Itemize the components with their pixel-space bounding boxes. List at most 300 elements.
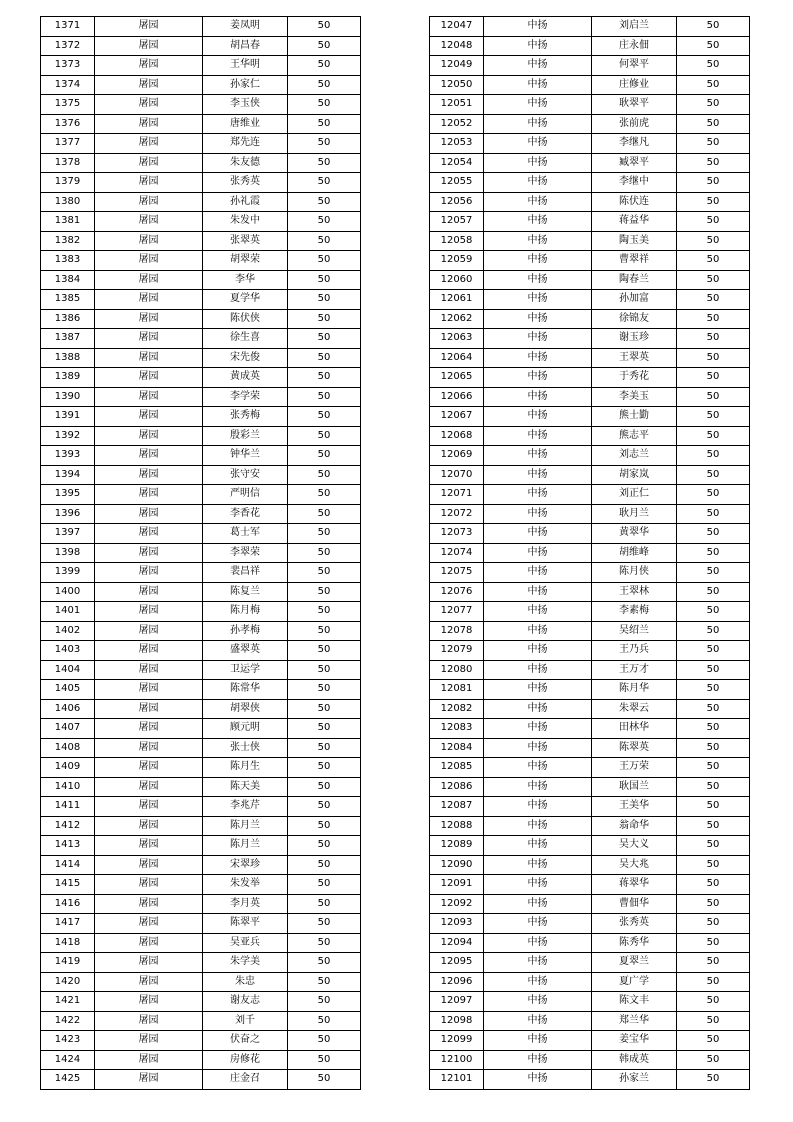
serial-number-cell: 1398 xyxy=(41,543,95,563)
name-cell: 陶春兰 xyxy=(592,270,677,290)
name-cell: 张秀梅 xyxy=(203,407,288,427)
village-cell: 屠园 xyxy=(95,953,203,973)
village-cell: 屠园 xyxy=(95,855,203,875)
amount-cell: 50 xyxy=(677,36,750,56)
amount-cell: 50 xyxy=(677,114,750,134)
village-cell: 屠园 xyxy=(95,329,203,349)
table-row xyxy=(41,933,361,953)
name-cell: 殷彩兰 xyxy=(203,426,288,446)
table-row xyxy=(430,738,750,758)
table-row xyxy=(41,972,361,992)
village-cell: 中扬 xyxy=(484,1050,592,1070)
table-row xyxy=(430,192,750,212)
amount-cell: 50 xyxy=(677,914,750,934)
village-cell: 中扬 xyxy=(484,582,592,602)
village-cell: 屠园 xyxy=(95,465,203,485)
serial-number-cell: 1413 xyxy=(41,836,95,856)
amount-cell: 50 xyxy=(288,56,361,76)
amount-cell: 50 xyxy=(288,231,361,251)
serial-number-cell: 12080 xyxy=(430,660,484,680)
table-row xyxy=(41,426,361,446)
table-row xyxy=(41,134,361,154)
name-cell: 夏学华 xyxy=(203,290,288,310)
amount-cell: 50 xyxy=(677,1050,750,1070)
serial-number-cell: 12050 xyxy=(430,75,484,95)
village-cell: 中扬 xyxy=(484,738,592,758)
village-cell: 屠园 xyxy=(95,1050,203,1070)
serial-number-cell: 1384 xyxy=(41,270,95,290)
village-cell: 屠园 xyxy=(95,543,203,563)
table-row xyxy=(41,329,361,349)
table-row xyxy=(41,153,361,173)
name-cell: 陈月华 xyxy=(592,680,677,700)
name-cell: 王万荣 xyxy=(592,758,677,778)
amount-cell: 50 xyxy=(677,953,750,973)
village-cell: 屠园 xyxy=(95,758,203,778)
amount-cell: 50 xyxy=(288,1050,361,1070)
amount-cell: 50 xyxy=(288,641,361,661)
amount-cell: 50 xyxy=(677,719,750,739)
amount-cell: 50 xyxy=(288,914,361,934)
table-row xyxy=(430,894,750,914)
amount-cell: 50 xyxy=(677,680,750,700)
name-cell: 庄修业 xyxy=(592,75,677,95)
amount-cell: 50 xyxy=(288,933,361,953)
amount-cell: 50 xyxy=(677,251,750,271)
table-row xyxy=(41,738,361,758)
amount-cell: 50 xyxy=(677,699,750,719)
village-cell: 中扬 xyxy=(484,446,592,466)
table-row xyxy=(41,816,361,836)
amount-cell: 50 xyxy=(677,543,750,563)
name-cell: 刘正仁 xyxy=(592,485,677,505)
serial-number-cell: 1401 xyxy=(41,602,95,622)
amount-cell: 50 xyxy=(288,504,361,524)
name-cell: 李香花 xyxy=(203,504,288,524)
amount-cell: 50 xyxy=(677,192,750,212)
name-cell: 朱翠云 xyxy=(592,699,677,719)
table-row xyxy=(430,602,750,622)
name-cell: 韩成英 xyxy=(592,1050,677,1070)
village-cell: 中扬 xyxy=(484,621,592,641)
serial-number-cell: 12047 xyxy=(430,17,484,37)
name-cell: 裴昌祥 xyxy=(203,563,288,583)
table-row xyxy=(430,855,750,875)
table-row xyxy=(41,582,361,602)
village-cell: 屠园 xyxy=(95,114,203,134)
name-cell: 张翠英 xyxy=(203,231,288,251)
serial-number-cell: 1390 xyxy=(41,387,95,407)
name-cell: 张秀英 xyxy=(203,173,288,193)
name-cell: 耿月兰 xyxy=(592,504,677,524)
table-row xyxy=(430,797,750,817)
name-cell: 庄永佃 xyxy=(592,36,677,56)
village-cell: 中扬 xyxy=(484,192,592,212)
village-cell: 屠园 xyxy=(95,875,203,895)
serial-number-cell: 12062 xyxy=(430,309,484,329)
serial-number-cell: 1394 xyxy=(41,465,95,485)
serial-number-cell: 1404 xyxy=(41,660,95,680)
table-row xyxy=(41,602,361,622)
village-cell: 屠园 xyxy=(95,797,203,817)
amount-cell: 50 xyxy=(288,816,361,836)
name-cell: 胡翠荣 xyxy=(203,251,288,271)
name-cell: 盛翠英 xyxy=(203,641,288,661)
name-cell: 姜凤明 xyxy=(203,17,288,37)
village-cell: 中扬 xyxy=(484,933,592,953)
table-row xyxy=(430,680,750,700)
table-row xyxy=(41,446,361,466)
serial-number-cell: 1385 xyxy=(41,290,95,310)
amount-cell: 50 xyxy=(677,777,750,797)
amount-cell: 50 xyxy=(288,173,361,193)
table-row xyxy=(430,134,750,154)
village-cell: 屠园 xyxy=(95,582,203,602)
serial-number-cell: 12085 xyxy=(430,758,484,778)
serial-number-cell: 1377 xyxy=(41,134,95,154)
amount-cell: 50 xyxy=(677,17,750,37)
name-cell: 张前虎 xyxy=(592,114,677,134)
amount-cell: 50 xyxy=(288,485,361,505)
table-row xyxy=(430,465,750,485)
village-cell: 屠园 xyxy=(95,231,203,251)
name-cell: 李继凡 xyxy=(592,134,677,154)
serial-number-cell: 12054 xyxy=(430,153,484,173)
name-cell: 谢友志 xyxy=(203,992,288,1012)
village-cell: 屠园 xyxy=(95,407,203,427)
name-cell: 陈伏侠 xyxy=(203,309,288,329)
table-row xyxy=(41,368,361,388)
amount-cell: 50 xyxy=(677,602,750,622)
table-row xyxy=(41,75,361,95)
name-cell: 耿国兰 xyxy=(592,777,677,797)
table-row xyxy=(41,95,361,115)
name-cell: 田林华 xyxy=(592,719,677,739)
amount-cell: 50 xyxy=(288,1011,361,1031)
serial-number-cell: 1382 xyxy=(41,231,95,251)
name-cell: 蒋翠华 xyxy=(592,875,677,895)
table-row xyxy=(41,251,361,271)
serial-number-cell: 1417 xyxy=(41,914,95,934)
amount-cell: 50 xyxy=(677,446,750,466)
name-cell: 孙加富 xyxy=(592,290,677,310)
name-cell: 黄成英 xyxy=(203,368,288,388)
table-row xyxy=(41,524,361,544)
village-cell: 屠园 xyxy=(95,621,203,641)
name-cell: 姜宝华 xyxy=(592,1031,677,1051)
serial-number-cell: 1393 xyxy=(41,446,95,466)
village-cell: 中扬 xyxy=(484,212,592,232)
village-cell: 屠园 xyxy=(95,1031,203,1051)
village-cell: 屠园 xyxy=(95,212,203,232)
name-cell: 熊志平 xyxy=(592,426,677,446)
name-cell: 熊士勤 xyxy=(592,407,677,427)
table-row xyxy=(41,173,361,193)
table-row xyxy=(430,153,750,173)
table-row xyxy=(41,894,361,914)
name-cell: 耿翠平 xyxy=(592,95,677,115)
table-row xyxy=(41,543,361,563)
serial-number-cell: 12099 xyxy=(430,1031,484,1051)
village-cell: 屠园 xyxy=(95,992,203,1012)
village-cell: 中扬 xyxy=(484,407,592,427)
village-cell: 屠园 xyxy=(95,719,203,739)
serial-number-cell: 1389 xyxy=(41,368,95,388)
name-cell: 于秀花 xyxy=(592,368,677,388)
table-row xyxy=(430,426,750,446)
amount-cell: 50 xyxy=(677,894,750,914)
table-row xyxy=(41,758,361,778)
village-cell: 屠园 xyxy=(95,699,203,719)
table-row xyxy=(41,563,361,583)
name-cell: 徐锦友 xyxy=(592,309,677,329)
amount-cell: 50 xyxy=(677,153,750,173)
serial-number-cell: 12060 xyxy=(430,270,484,290)
name-cell: 陈月兰 xyxy=(203,816,288,836)
name-cell: 伏奋之 xyxy=(203,1031,288,1051)
name-cell: 陈翠平 xyxy=(203,914,288,934)
amount-cell: 50 xyxy=(677,465,750,485)
serial-number-cell: 1386 xyxy=(41,309,95,329)
village-cell: 中扬 xyxy=(484,1011,592,1031)
name-cell: 王万才 xyxy=(592,660,677,680)
table-row xyxy=(41,699,361,719)
serial-number-cell: 1400 xyxy=(41,582,95,602)
serial-number-cell: 1379 xyxy=(41,173,95,193)
table-row xyxy=(430,992,750,1012)
amount-cell: 50 xyxy=(677,758,750,778)
name-cell: 蒋益华 xyxy=(592,212,677,232)
table-row xyxy=(430,95,750,115)
table-row xyxy=(430,914,750,934)
table-row xyxy=(430,504,750,524)
amount-cell: 50 xyxy=(288,329,361,349)
village-cell: 屠园 xyxy=(95,153,203,173)
table-row xyxy=(41,192,361,212)
village-cell: 屠园 xyxy=(95,1011,203,1031)
amount-cell: 50 xyxy=(677,231,750,251)
amount-cell: 50 xyxy=(677,972,750,992)
village-cell: 中扬 xyxy=(484,641,592,661)
village-cell: 屠园 xyxy=(95,894,203,914)
table-row xyxy=(430,368,750,388)
name-cell: 胡翠侠 xyxy=(203,699,288,719)
serial-number-cell: 1402 xyxy=(41,621,95,641)
table-row xyxy=(41,992,361,1012)
name-cell: 陈复兰 xyxy=(203,582,288,602)
village-cell: 中扬 xyxy=(484,426,592,446)
table-row xyxy=(430,485,750,505)
table-row xyxy=(41,309,361,329)
village-cell: 屠园 xyxy=(95,836,203,856)
amount-cell: 50 xyxy=(288,36,361,56)
name-cell: 胡家岚 xyxy=(592,465,677,485)
table-row xyxy=(41,719,361,739)
table-row xyxy=(430,563,750,583)
table-row xyxy=(41,680,361,700)
village-cell: 屠园 xyxy=(95,95,203,115)
table-row xyxy=(430,1070,750,1090)
table-row xyxy=(41,270,361,290)
amount-cell: 50 xyxy=(677,816,750,836)
table-row xyxy=(430,641,750,661)
name-cell: 卫运学 xyxy=(203,660,288,680)
serial-number-cell: 12071 xyxy=(430,485,484,505)
amount-cell: 50 xyxy=(288,1031,361,1051)
amount-cell: 50 xyxy=(288,192,361,212)
name-cell: 庄金召 xyxy=(203,1070,288,1090)
table-row xyxy=(430,699,750,719)
village-cell: 屠园 xyxy=(95,387,203,407)
serial-number-cell: 12059 xyxy=(430,251,484,271)
village-cell: 屠园 xyxy=(95,602,203,622)
village-cell: 中扬 xyxy=(484,270,592,290)
village-cell: 屠园 xyxy=(95,290,203,310)
amount-cell: 50 xyxy=(677,426,750,446)
serial-number-cell: 1378 xyxy=(41,153,95,173)
village-cell: 中扬 xyxy=(484,134,592,154)
village-cell: 屠园 xyxy=(95,270,203,290)
table-row xyxy=(430,17,750,37)
table-row xyxy=(430,582,750,602)
serial-number-cell: 12094 xyxy=(430,933,484,953)
serial-number-cell: 12088 xyxy=(430,816,484,836)
name-cell: 孙礼霞 xyxy=(203,192,288,212)
amount-cell: 50 xyxy=(288,758,361,778)
serial-number-cell: 1424 xyxy=(41,1050,95,1070)
village-cell: 屠园 xyxy=(95,251,203,271)
amount-cell: 50 xyxy=(677,660,750,680)
amount-cell: 50 xyxy=(288,75,361,95)
name-cell: 张秀英 xyxy=(592,914,677,934)
serial-number-cell: 12072 xyxy=(430,504,484,524)
amount-cell: 50 xyxy=(288,543,361,563)
table-row xyxy=(430,329,750,349)
serial-number-cell: 12055 xyxy=(430,173,484,193)
name-cell: 王乃兵 xyxy=(592,641,677,661)
amount-cell: 50 xyxy=(677,75,750,95)
amount-cell: 50 xyxy=(288,836,361,856)
serial-number-cell: 12091 xyxy=(430,875,484,895)
table-row xyxy=(430,114,750,134)
table-row xyxy=(41,56,361,76)
table-row xyxy=(430,173,750,193)
village-cell: 中扬 xyxy=(484,543,592,563)
amount-cell: 50 xyxy=(288,1070,361,1090)
serial-number-cell: 12084 xyxy=(430,738,484,758)
serial-number-cell: 1419 xyxy=(41,953,95,973)
serial-number-cell: 12070 xyxy=(430,465,484,485)
table-row xyxy=(430,972,750,992)
serial-number-cell: 12087 xyxy=(430,797,484,817)
name-cell: 陈文丰 xyxy=(592,992,677,1012)
amount-cell: 50 xyxy=(677,368,750,388)
table-row xyxy=(41,914,361,934)
village-cell: 屠园 xyxy=(95,56,203,76)
name-cell: 陈月梅 xyxy=(203,602,288,622)
table-row xyxy=(41,504,361,524)
amount-cell: 50 xyxy=(288,134,361,154)
village-cell: 屠园 xyxy=(95,641,203,661)
village-cell: 中扬 xyxy=(484,17,592,37)
village-cell: 中扬 xyxy=(484,173,592,193)
serial-number-cell: 12100 xyxy=(430,1050,484,1070)
amount-cell: 50 xyxy=(288,797,361,817)
name-cell: 徐生喜 xyxy=(203,329,288,349)
serial-number-cell: 1408 xyxy=(41,738,95,758)
serial-number-cell: 1395 xyxy=(41,485,95,505)
table-row xyxy=(41,836,361,856)
name-cell: 孙家兰 xyxy=(592,1070,677,1090)
table-row xyxy=(430,1031,750,1051)
table-row xyxy=(41,212,361,232)
amount-cell: 50 xyxy=(677,582,750,602)
name-cell: 朱发举 xyxy=(203,875,288,895)
table-row xyxy=(430,231,750,251)
village-cell: 屠园 xyxy=(95,738,203,758)
name-cell: 夏翠兰 xyxy=(592,953,677,973)
name-cell: 葛士军 xyxy=(203,524,288,544)
serial-number-cell: 1412 xyxy=(41,816,95,836)
table-row xyxy=(41,387,361,407)
amount-cell: 50 xyxy=(288,426,361,446)
name-cell: 宋先俊 xyxy=(203,348,288,368)
name-cell: 何翠平 xyxy=(592,56,677,76)
amount-cell: 50 xyxy=(677,504,750,524)
table-row xyxy=(430,407,750,427)
village-cell: 中扬 xyxy=(484,387,592,407)
amount-cell: 50 xyxy=(677,387,750,407)
name-cell: 李翠荣 xyxy=(203,543,288,563)
table-row xyxy=(41,231,361,251)
name-cell: 顾元明 xyxy=(203,719,288,739)
name-cell: 张守安 xyxy=(203,465,288,485)
table-row xyxy=(430,836,750,856)
serial-number-cell: 1403 xyxy=(41,641,95,661)
serial-number-cell: 12086 xyxy=(430,777,484,797)
serial-number-cell: 1421 xyxy=(41,992,95,1012)
amount-cell: 50 xyxy=(677,329,750,349)
amount-cell: 50 xyxy=(288,446,361,466)
serial-number-cell: 12063 xyxy=(430,329,484,349)
table-row xyxy=(430,251,750,271)
name-cell: 胡昌春 xyxy=(203,36,288,56)
name-cell: 李月英 xyxy=(203,894,288,914)
serial-number-cell: 12065 xyxy=(430,368,484,388)
amount-cell: 50 xyxy=(677,212,750,232)
serial-number-cell: 12056 xyxy=(430,192,484,212)
table-row xyxy=(41,348,361,368)
name-cell: 谢玉珍 xyxy=(592,329,677,349)
village-cell: 中扬 xyxy=(484,1070,592,1090)
village-cell: 屠园 xyxy=(95,134,203,154)
serial-number-cell: 12073 xyxy=(430,524,484,544)
right-roster-table xyxy=(429,16,750,1090)
amount-cell: 50 xyxy=(677,797,750,817)
name-cell: 陈常华 xyxy=(203,680,288,700)
amount-cell: 50 xyxy=(677,621,750,641)
table-row xyxy=(430,56,750,76)
serial-number-cell: 1409 xyxy=(41,758,95,778)
serial-number-cell: 12096 xyxy=(430,972,484,992)
serial-number-cell: 12068 xyxy=(430,426,484,446)
serial-number-cell: 1411 xyxy=(41,797,95,817)
village-cell: 中扬 xyxy=(484,329,592,349)
village-cell: 中扬 xyxy=(484,602,592,622)
table-row xyxy=(430,387,750,407)
serial-number-cell: 1374 xyxy=(41,75,95,95)
village-cell: 屠园 xyxy=(95,816,203,836)
